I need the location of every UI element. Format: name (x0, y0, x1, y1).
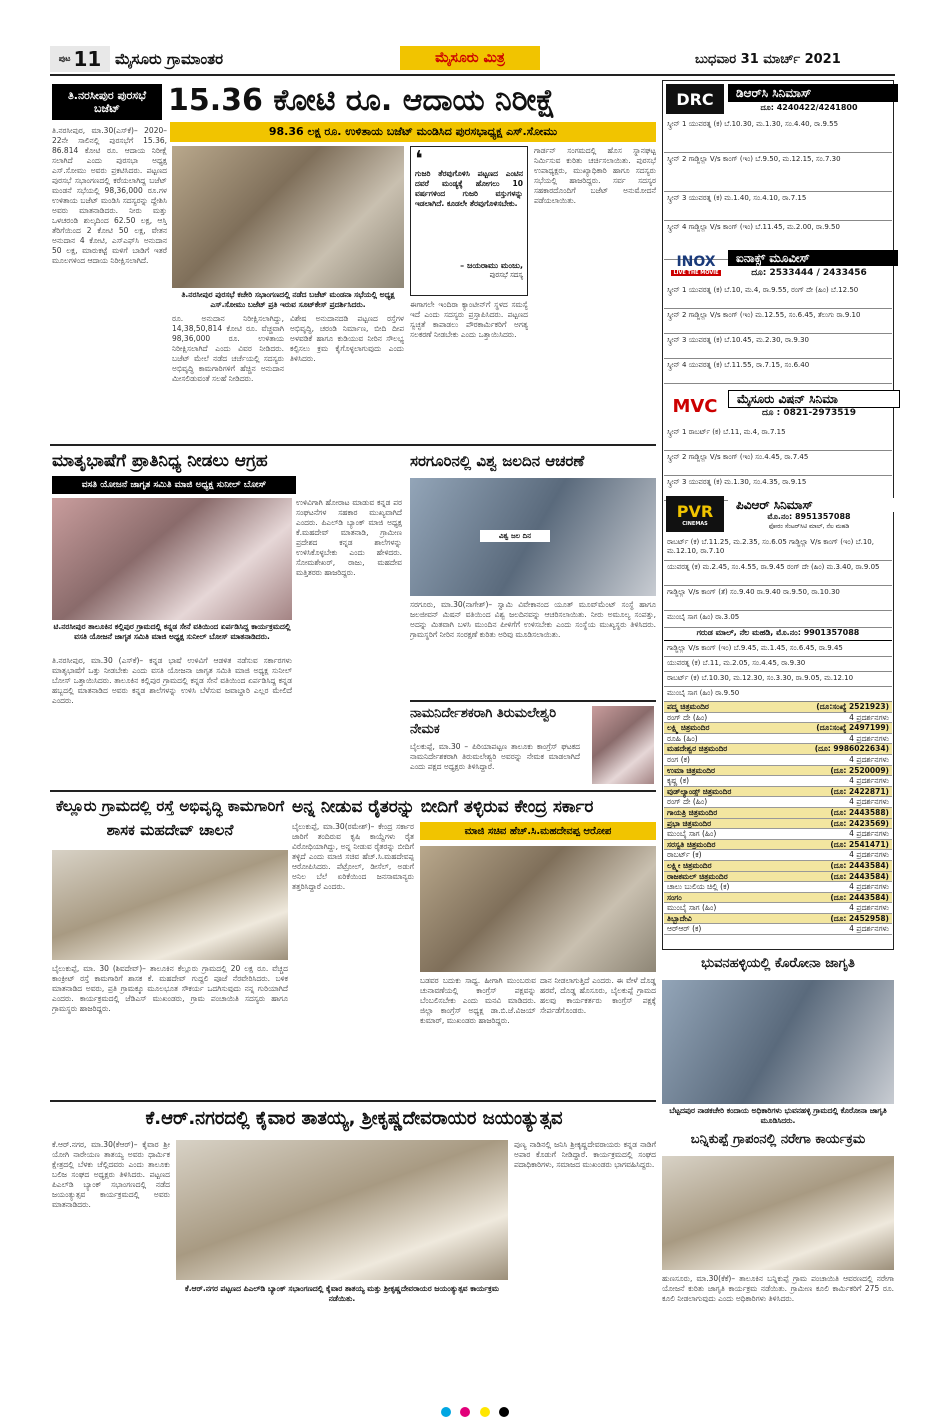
pvr-screen-row: ರಾಬರ್ಟ್ (ಕ) ಬೆ.11.25, ಮ.2.35, ಸಂ.6.05 ಗಾಡ್ಜಿಲ್ಲಾ V/s ಕಾಂಗ್ (ಇಂ) ಬೆ.10, ಮ.12.10, ರಾ.7.10 (664, 536, 892, 561)
theatre-name: ವುಡ್‌ಲ್ಯಾಂಡ್ಸ್ ಚಿತ್ರಮಂದಿರ (667, 786, 732, 796)
theatre-info: 4 ಪ್ರದರ್ಶನಗಳು (849, 924, 889, 934)
drc-screen-row: ಸ್ಕ್ರೀನ್ 3 ಯುವರತ್ನ (ಕ) ಮ.1.40, ಸಂ.4.10, ರಾ.7.15 (664, 192, 892, 221)
pvr-phone: ಮೊ.ನಂ: 8951357088 (767, 512, 851, 521)
page-number: 11 (73, 47, 102, 71)
lead-quote-text: ಗುಜರಿ ತೆರವುಗೊಳಿಸಿ ಪಟ್ಟಣದ ಎಂಟಿನ ದವರೆ ಮಂಡ್ಯಕ್ಕೆ ಹೋಗಲು 10 ವರ್ಷಗಳಿಂದ ಗುಜರಿ ವಸ್ತುಗಳನ್ನು ಇಡಲಾಗಿದೆ. ಕೂಡಲೇ ತೆರವುಗೊಳಿಸಬೇಕು. (415, 169, 523, 208)
lead-body-col1: ತಿ.ನರಸೀಪುರ, ಮಾ.30(ಎಸ್‌ಕೆ)– 2020–22ನೇ ಸಾಲಿನಲ್ಲಿ ಪುರಸಭೆಗೆ 15.36, 86.814 ಕೋಟಿ ರೂ. ಆದಾಯ ನಿರೀಕ್ಷೆ ಸಲಾಗಿದೆ ಎಂದು ಪುರಸಭಾ ಅಧ್ಯಕ್ಷ ಎಸ್.ಸೋಮು ಅವರು ಪ್ರಕಟಿಸಿದರು. ಪಟ್ಟಣದ ಪುರಸಭೆ ಸಭಾಂಗಣದಲ್ಲಿ ಕರೆಯಲಾಗಿದ್ದ ಬಜೆಟ್ ಮಂಡನೆ ಸಭೆಯಲ್ಲಿ 98,36,000 ರೂ.ಗಳ ಉಳಿತಾಯ ಬಜೆಟ್ ಮಂಡಿಸಿ ಸದಸ್ಯರನ್ನು ದ್ದೇಶಿಸಿ ಅವರು ಮಾತನಾಡಿದರು. ನೀರು ಮತ್ತು ಒಳಚರಂಡಿ ಶುಲ್ಕದಿಂದ 62.50 ಲಕ್ಷ, ಆಸ್ತಿ ತೆರಿಗೆಯಿಂದ 2 ಕೋಟಿ 50 ಲಕ್ಷ, ವೇತನ ಅನುದಾನ 4 ಕೋಟಿ, ಎಸ್‌ಎಫ್‌ಸಿ ಅನುದಾನ 50 ಲಕ್ಷ, ಮಾರುಕಟ್ಟೆ ಮಳಿಗೆ ಬಾಡಿಗೆ ಇತರೆ ಮೂಲಗಳಿಂದ ಆದಾಯ ನಿರೀಕ್ಷಿಸಲಾಗಿದೆ. (52, 126, 167, 265)
story4-body: ಬೈಲಕುಪ್ಪೆ, ಮಾ.30 – ಪಿರಿಯಾಪಟ್ಟಣ ತಾಲೂಕು ಕಾಂಗ್ರೆಸ್ ಘಟಕದ ನಾಮನಿರ್ದೇಶಕರಾಗಿ ತಿರುಮಲೇಶ್ವರಿ ಅವರನ್ನು ನೇಮಕ ಮಾಡಲಾಗಿದೆ ಎಂದು ಪಕ್ಷದ ಅಧ್ಯಕ್ಷರು ತಿಳಿಸಿದ್ದಾರೆ. (410, 742, 580, 771)
theatre-row (664, 850, 892, 861)
story2-body: ತಿ.ನರಸೀಪುರ, ಮಾ.30 (ಎಸ್‌ಕೆ)– ಕನ್ನಡ ಭಾಷೆ ಉಳಿವಿಗೆ ಆಡಳಿತ ನಡೆಸುವ ಸರ್ಕಾರಗಳು ಮಾತೃಭಾಷೆಗೆ ಒತ್ತು ನೀಡಬೇಕು ಎಂದು ವಸತಿ ಯೋಜನಾ ಜಾಗೃತ ಸಮಿತಿ ಮಾಜಿ ಅಧ್ಯಕ್ಷ ಸುನೀಲ್ ಬೋಸ್ ಒತ್ತಾಯಿಸಿದರು. ತಾಲೂಕಿನ ಕಲ್ಲಿಪುರ ಗ್ರಾಮದಲ್ಲಿ ಕನ್ನಡ ಸೇನೆ ವತಿಯಿಂದ ಏರ್ಪಡಿಸಿದ್ದ ಕನ್ನಡ ಹಬ್ಬದಲ್ಲಿ ಮಾತನಾಡಿದ ಅವರು ಕನ್ನಡ ಶಾಲೆಗಳನ್ನು ಉಳಿಸಿ ಬೆಳೆಸುವ ಜವಾಬ್ದಾರಿ ಎಲ್ಲರ ಮೇಲಿದೆ ಎಂದರು. (52, 656, 292, 705)
story5-body: ಬೈಲುಕುಪ್ಪೆ, ಮಾ. 30 (ಶಿವದೇವ್)– ತಾಲೂಕಿನ ಕೆಲ್ಲೂರು ಗ್ರಾಮದಲ್ಲಿ 20 ಲಕ್ಷ ರೂ. ವೆಚ್ಚದ ಕಾಂಕ್ರೀಟ್ ರಸ್ತೆ ಕಾಮಗಾರಿಗೆ ಶಾಸಕ ಕೆ. ಮಹದೇವ್ ಗುದ್ದಲಿ ಪೂಜೆ ನೆರವೇರಿಸಿದರು. ಬಳಿಕ ಮಾತನಾಡಿದ ಅವರು, ಪ್ರತಿ ಗ್ರಾಮಕ್ಕೂ ಮೂಲಭೂತ ಸೌಕರ್ಯ ಒದಗಿಸುವುದು ನನ್ನ ಗುರಿಯಾಗಿದೆ ಎಂದರು. ಕಾರ್ಯಕ್ರಮದಲ್ಲಿ ಜೆಡಿಎಸ್ ಮುಖಂಡರು, ಗ್ರಾಮ ಪಂಚಾಯಿತಿ ಸದಸ್ಯರು ಹಾಗೂ ಗ್ರಾಮಸ್ಥರು ಹಾಜರಿದ್ದರು. (52, 964, 288, 1013)
yellow-dot-icon (480, 1407, 490, 1417)
story5-headline: ಕೆಲ್ಲೂರು ಗ್ರಾಮದಲ್ಲಿ ರಸ್ತೆ ಅಭಿವೃದ್ಧಿ ಕಾಮಗಾರಿಗೆ ಶಾಸಕ ಮಹದೇವ್ ಚಾಲನೆ (55, 797, 285, 839)
theatre-name: ರಂಗ (ಕ) (667, 754, 690, 764)
theatre-info: (ದೂ: 9986022634) (814, 744, 889, 754)
theatre-row (664, 893, 892, 904)
theatre-info: (ದೂ: 2443588) (830, 807, 889, 817)
story7-body2: ಪುಣ್ಯ ನಾಡಿನಲ್ಲಿ ಜನಿಸಿ ಶ್ರೀಕೃಷ್ಣದೇವರಾಯರು ಕನ್ನಡ ನಾಡಿಗೆ ಅಪಾರ ಕೊಡುಗೆ ನೀಡಿದ್ದಾರೆ. ಕಾರ್ಯಕ್ರಮದಲ್ಲಿ ಸಂಘದ ಪದಾಧಿಕಾರಿಗಳು, ಸಮಾಜದ ಮುಖಂಡರು ಭಾಗವಹಿಸಿದ್ದರು. (514, 1140, 656, 1169)
lead-photo (172, 146, 404, 288)
theatre-info: (ದೂ: 2443584) (830, 871, 889, 881)
drc-phone: ದೂ: 4240422/4241800 (760, 103, 858, 112)
theatre-info: (ದೂ: 2541471) (830, 839, 889, 849)
inox-title: ಐನಾಕ್ಸ್ ಮೂವೀಸ್ (728, 250, 898, 266)
inox-logo (666, 250, 726, 280)
theatre-info: (ದೂ: 2452958) (830, 913, 889, 923)
story4-box (410, 700, 656, 790)
black-dot-icon (499, 1407, 509, 1417)
drc-logo: DRC (666, 84, 724, 114)
story3-headline: ಸರಗೂರಿನಲ್ಲಿ ವಿಶ್ವ ಜಲದಿನ ಆಚರಣೆ (410, 452, 585, 470)
garuda-listing (664, 642, 892, 702)
pvr-title: ಪಿವಿಆರ್ ಸಿನಿಮಾಸ್ (728, 498, 898, 512)
story7-headline: ಕೆ.ಆರ್.ನಗರದಲ್ಲಿ ಕೈವಾರ ತಾತಯ್ಯ, ಶ್ರೀಕೃಷ್ಣದೇವರಾಯರ ಜಯಂತ್ಯುತ್ಸವ (145, 1108, 563, 1129)
issue-date: ಬುಧವಾರ 31 ಮಾರ್ಚ್ 2021 (695, 52, 841, 67)
pvr-logo-sub: CINEMAS (682, 520, 708, 527)
theatre-row (664, 872, 892, 883)
garuda-row: ಗಾಡ್ಜಿಲ್ಲಾ V/s ಕಾಂಗ್ (ಇಂ) ಬೆ.9.45, ಮ.1.45, ಸಂ.6.45, ರಾ.9.45 (664, 642, 892, 657)
lead-tag (52, 84, 162, 120)
inox-listing (664, 284, 892, 384)
garuda-row: ಮುಂಬೈ ಸಾಗ (ಹಿಂ) ರಾ.9.50 (664, 687, 892, 702)
quote-mark-icon: ❛ (415, 147, 423, 172)
mvc-screen-row: ಸ್ಕ್ರೀನ್ 2 ಗಾಡ್ಜಿಲ್ಲಾ V/s ಕಾಂಗ್ (ಇಂ) ಸಂ.4.45, ರಾ.7.45 (664, 451, 892, 476)
theatre-name: ಮುಂಬೈ ಸಾಗ (ಹಿಂ) (667, 829, 717, 839)
lead-quote-author: – ಜಯರಾಮು ಮಂಜು, (460, 261, 523, 270)
lead-body-col5: ಗಾರ್ಡನ್ ಸಂಗಮದಲ್ಲಿ ಹೊಸ ಸ್ನಾನಘಟ್ಟ ನಿರ್ಮಿಸುವ ಕುರಿತು ಚರ್ಚಿಸಲಾಯಿತು. ಪುರಸಭೆ ಉಪಾಧ್ಯಕ್ಷರು, ಮುಖ್ಯಾಧಿಕಾರಿ ಹಾಗೂ ಸದಸ್ಯರು ಸಭೆಯಲ್ಲಿ ಹಾಜರಿದ್ದರು. ಸರ್ವ ಸದಸ್ಯರ ಸಹಕಾರದೊಂದಿಗೆ ಬಜೆಟ್ ಅನುಮೋದನೆ ಪಡೆಯಲಾಯಿತು. (534, 146, 656, 205)
mvc-phone: ದೂ : 0821-2973519 (761, 408, 857, 418)
story2-headline: ಮಾತೃಭಾಷೆಗೆ ಪ್ರಾತಿನಿಧ್ಯ ನೀಡಲು ಆಗ್ರಹ (52, 451, 268, 471)
divider (50, 1100, 656, 1102)
story2-photo-caption: ಟಿ.ನರಸೀಪುರ ತಾಲೂಕಿನ ಕಲ್ಲಿಪುರ ಗ್ರಾಮದಲ್ಲಿ ಕನ್ನಡ ಸೇನೆ ವತಿಯಿಂದ ಏರ್ಪಡಿಸಿದ್ದ ಕಾರ್ಯಕ್ರಮದಲ್ಲಿ ವಸತಿ ಯೋಜನೆ ಜಾಗೃತ ಸಮಿತಿ ಮಾಜಿ ಅಧ್ಯಕ್ಷ ಸುನೀಲ್ ಬೋಸ್ ಮಾತನಾಡಿದರು. (53, 622, 291, 641)
story9-headline: ಬನ್ನಿಕುಪ್ಪೆ ಗ್ರಾಪಂನಲ್ಲಿ ನರೇಗಾ ಕಾರ್ಯಕ್ರಮ (690, 1132, 866, 1147)
theatre-info: 4 ಪ್ರದರ್ಶನಗಳು (849, 850, 889, 860)
theatre-name: ತಿಬ್ಬಾದೇವಿ (667, 913, 692, 923)
drc-screen-row: ಸ್ಕ್ರೀನ್ 2 ಗಾಡ್ಜಿಲ್ಲಾ V/s ಕಾಂಗ್ (ಇಂ) ಬೆ.9.50, ಮ.12.15, ಸಂ.7.30 (664, 153, 892, 192)
story3-photo-banner: ವಿಶ್ವ ಜಲ ದಿನ (480, 530, 550, 542)
theatre-row (664, 702, 892, 713)
story4-portrait (592, 706, 654, 784)
divider (50, 790, 656, 792)
story7-body: ಕೆ.ಆರ್.ನಗರ, ಮಾ.30(ಕೆಆರ್)– ಕೈವಾರ ಶ್ರೀ ಯೋಗಿ ನಾರೇಯಣ ತಾತಯ್ಯ ಅವರು ಧಾರ್ಮಿಕ ಕ್ಷೇತ್ರದಲ್ಲಿ ಬೆಳಕು ಚೆಲ್ಲಿದವರು ಎಂದು ತಾಲೂಕು ಬಲಿಜ ಸಂಘದ ಅಧ್ಯಕ್ಷರು ತಿಳಿಸಿದರು. ಪಟ್ಟಣದ ಪಿಎಲ್‌ಡಿ ಬ್ಯಾಂಕ್ ಸಭಾಂಗಣದಲ್ಲಿ ನಡೆದ ಜಯಂತ್ಯುತ್ಸವ ಕಾರ್ಯಕ್ರಮದಲ್ಲಿ ಅವರು ಮಾತನಾಡಿದರು. (52, 1140, 170, 1209)
theatre-info: (ದೂ: 2422871) (830, 786, 889, 796)
story2-strap: ವಸತಿ ಯೋಜನೆ ಜಾಗೃತ ಸಮಿತಿ ಮಾಜಿ ಅಧ್ಯಕ್ಷ ಸುನೀಲ್ ಬೋಸ್ (52, 476, 296, 494)
header-rule (50, 74, 895, 76)
inox-logo-text: INOX (676, 254, 716, 270)
inox-screen-row: ಸ್ಕ್ರೀನ್ 3 ಯುವರತ್ನ (ಕ) ಬೆ.10.45, ಮ.2.30, ರಾ.9.30 (664, 334, 892, 359)
section-title: ಮೈಸೂರು ಗ್ರಾಮಾಂತರ (115, 50, 224, 68)
theatre-info: (ದೂ:ಸಂಖ್ಯೆ 2521923) (816, 702, 889, 711)
garuda-title: ಗರುಡ ಮಾಲ್, ನೆಲ ಮಹಡಿ, ಮೊ.ನಂ: 9901357088 (664, 628, 892, 641)
page-number-box (50, 46, 110, 72)
magenta-dot-icon (460, 1407, 470, 1417)
inox-tagline: LIVE THE MOVIE (673, 270, 719, 276)
theatre-row (664, 914, 892, 925)
mvc-listing (664, 426, 892, 501)
theatre-info: 4 ಪ್ರದರ್ಶನಗಳು (849, 712, 889, 722)
cyan-dot-icon (441, 1407, 451, 1417)
story6-body2: ಬಡವರ ಬದುಕು ಸಾಧ್ಯ. ಹೀಗಾಗಿ ಮುಂಬರುವ ಚುನಾವಣೆಯಲ್ಲಿ ಕಾಂಗ್ರೆಸ್ ಪಕ್ಷವನ್ನು ಬೆಂಬಲಿಸಬೇಕು ಎಂದು ಮನವಿ ಮಾಡಿದರು. ಜಿಲ್ಲಾ ಕಾಂಗ್ರೆಸ್ ಅಧ್ಯಕ್ಷ ಡಾ.ಬಿ.ಜೆ.ವಿಜಯ್ ಕುಮಾರ್, ಮುಖಂಡರು ಹಾಜರಿದ್ದರು. (420, 976, 536, 1025)
theatre-row (664, 776, 892, 787)
theatre-name: ಚಾಲು ಬುಲಿಯ ಚಿಲ್ಲಿ (ಕ) (667, 882, 730, 892)
theatre-name: ಲಕ್ಷ್ಮಿ ಚಿತ್ರಮಂದಿರ (667, 723, 710, 733)
masthead: ಮೈಸೂರು ಮಿತ್ರ (400, 46, 540, 70)
story7-photo (176, 1140, 508, 1280)
theatre-row (664, 755, 892, 766)
story5-photo (52, 850, 288, 960)
theatre-info: (ದೂ: 2443584) (830, 892, 889, 902)
story8-photo-caption: ಬೆಟ್ಟದಪುರ ನಾಡಕಚೇರಿ ಕಂದಾಯ ಅಧಿಕಾರಿಗಳು ಭುವನಹಳ್ಳಿ ಗ್ರಾಮದಲ್ಲಿ ಕೊರೋನಾ ಜಾಗೃತಿ ಮೂಡಿಸಿದರು. (669, 1106, 887, 1125)
theatre-name: ಪ್ರಭಾ ಚಿತ್ರಮಂದಿರ (667, 818, 712, 828)
theatre-name: ಮುಂಬೈ ಸಾಗ (ಹಿಂ) (667, 903, 717, 913)
print-registration-marks (400, 1402, 550, 1416)
theatre-name: ಪದ್ಮ ಚಿತ್ರಮಂದಿರ (667, 702, 709, 711)
theatre-row (664, 924, 892, 935)
story2-photo (52, 498, 292, 620)
lead-tag-text: ತಿ.ನರಸೀಪುರ ಪುರಸಭೆ ಬಜೆಟ್ (67, 89, 147, 115)
lead-headline: 15.36 ಕೋಟಿ ರೂ. ಆದಾಯ ನಿರೀಕ್ಷೆ (168, 83, 556, 118)
story3-body: ಸರಗೂರು, ಮಾ.30(ನಾಗೇಶ್)– ಸ್ವಾಮಿ ವಿವೇಕಾನಂದ ಯೂತ್ ಮೂವ್‌ಮೆಂಟ್ ಸಂಸ್ಥೆ ಹಾಗೂ ಜಲಜೀವನ್ ಮಿಷನ್ ವತಿಯಿಂದ ವಿಶ್ವ ಜಲದಿನವನ್ನು ಆಚರಿಸಲಾಯಿತು. ನೀರು ಅಮೂಲ್ಯ ಸಂಪತ್ತು, ಅದನ್ನು ಮಿತವಾಗಿ ಬಳಸಿ ಮುಂದಿನ ಪೀಳಿಗೆಗೆ ಉಳಿಸಬೇಕು ಎಂದು ಸಂಸ್ಥೆಯ ಮುಖ್ಯಸ್ಥರು ತಿಳಿಸಿದರು. ಗ್ರಾಮಸ್ಥರಿಗೆ ನೀರಿನ ಸಂರಕ್ಷಣೆ ಕುರಿತು ಅರಿವು ಮೂಡಿಸಲಾಯಿತು. (410, 600, 656, 639)
drc-title: ಡಿಆರ್‌ಸಿ ಸಿನಿಮಾಸ್ (728, 84, 898, 102)
page-label: ಪುಟ (58, 54, 71, 63)
story9-body: ಹುಣಸೂರು, ಮಾ.30(ಕೆಕೆ)– ತಾಲೂಕಿನ ಬನ್ನಿಕುಪ್ಪೆ ಗ್ರಾಮ ಪಂಚಾಯಿತಿ ಆವರಣದಲ್ಲಿ ನರೇಗಾ ಯೋಜನೆ ಕುರಿತು ಜಾಗೃತಿ ಕಾರ್ಯಕ್ರಮ ನಡೆಯಿತು. ಗ್ರಾಮೀಣ ಕೂಲಿ ಕಾರ್ಮಿಕರಿಗೆ 275 ರೂ. ಕೂಲಿ ನೀಡಲಾಗುವುದು ಎಂದು ಅಧಿಕಾರಿಗಳು ತಿಳಿಸಿದರು. (662, 1274, 894, 1303)
drc-listing (664, 118, 892, 260)
theatre-row (664, 797, 892, 808)
theatre-name: ರಾಬರ್ಟ್ (ಕ) (667, 850, 702, 860)
theatre-row (664, 840, 892, 851)
theatre-name: ಮಹದೇಶ್ವರ ಚಿತ್ರಮಂದಿರ (667, 744, 728, 754)
theatre-info: 4 ಪ್ರದರ್ಶನಗಳು (849, 776, 889, 786)
theatre-info: 4 ಪ್ರದರ್ಶನಗಳು (849, 754, 889, 764)
theatre-row (664, 829, 892, 840)
theatre-row (664, 734, 892, 745)
inox-screen-row: ಸ್ಕ್ರೀನ್ 4 ಯುವರತ್ನ (ಕ) ಬೆ.11.55, ರಾ.7.15, ಸಂ.6.40 (664, 359, 892, 384)
garuda-row: ಯುವರತ್ನ (ಕ) ಬೆ.11, ಮ.2.05, ಸಂ.4.45, ರಾ.9.30 (664, 657, 892, 672)
theatre-name: ರಾಜಕಮಲ್ ಚಿತ್ರಮಂದಿರ (667, 871, 728, 881)
theatre-info: 4 ಪ್ರದರ್ಶನಗಳು (849, 733, 889, 743)
theatre-name: ಗಾಯತ್ರಿ ಚಿತ್ರಮಂದಿರ (667, 807, 718, 817)
pvr-address: ಫೋರಂ ಸೆಂಟರ್‌ಸಿಟಿ ಮಾಲ್, ನೆಲ ಮಹಡಿ (768, 523, 850, 530)
theatre-name: ಸಂಗಂ (667, 892, 682, 902)
story6-photo (420, 846, 656, 972)
lead-subhead: 98.36 ಲಕ್ಷ ರೂ. ಉಳಿತಾಯ ಬಜೆಟ್ ಮಂಡಿಸಿದ ಪುರಸಭಾಧ್ಯಕ್ಷ ಎಸ್.ಸೋಮು (170, 122, 656, 142)
theatre-info: 4 ಪ್ರದರ್ಶನಗಳು (849, 903, 889, 913)
theatre-info: 4 ಪ್ರದರ್ಶನಗಳು (849, 797, 889, 807)
theatre-info: 4 ಪ್ರದರ್ಶನಗಳು (849, 882, 889, 892)
theatre-name: ರಂಗ್ ದೇ (ಹಿಂ) (667, 797, 708, 807)
theatre-row (664, 819, 892, 830)
story8-headline: ಭುವನಹಳ್ಳಿಯಲ್ಲಿ ಕೊರೋನಾ ಜಾಗೃತಿ (701, 956, 855, 971)
theatre-row (664, 723, 892, 734)
theatre-name: ಉಮಾ ಚಿತ್ರಮಂದಿರ (667, 765, 715, 775)
theatre-name: ಕೃಷ್ಣ (ಕ) (667, 776, 690, 786)
theatre-name: ರೂಹಿ (ಹಿಂ) (667, 733, 698, 743)
pvr-screen-row: ಯುವರತ್ನ (ಕ) ಮ.2.45, ಸಂ.4.55, ರಾ.9.45 ರಂಗ್ ದೇ (ಹಿಂ) ಮ.3.40, ರಾ.9.05 (664, 561, 892, 586)
inox-screen-row: ಸ್ಕ್ರೀನ್ 1 ಯುವರತ್ನ (ಕ) ಬೆ.10, ಮ.4, ರಾ.9.55, ರಂಗ್ ದೇ (ಹಿಂ) ಬೆ.12.50 (664, 284, 892, 309)
theatre-name: ಆರ್‌ಆರ್ (ಕ) (667, 924, 702, 934)
theatre-row (664, 744, 892, 755)
story7-photo-caption: ಕೆ.ಆರ್.ನಗರ ಪಟ್ಟಣದ ಪಿಎಲ್‌ಡಿ ಬ್ಯಾಂಕ್ ಸಭಾಂಗಣದಲ್ಲಿ ಕೈವಾರ ತಾತಯ್ಯ ಮತ್ತು ಶ್ರೀಕೃಷ್ಣದೇವರಾಯರ ಜಯಂತ್ಯುತ್ಸವ ಕಾರ್ಯಕ್ರಮ ನಡೆಯಿತು. (185, 1284, 499, 1303)
story6-body3: ದಾನ ನೀಡಲಾಗುತ್ತಿದೆ ಎಂದರು. ಈ ವೇಳೆ ದೊಡ್ಡ ಹರವೆ, ದೊಡ್ಡ ಹೊಸೂರು, ಬೈಲಕುಪ್ಪೆ ಗ್ರಾಮದ ಹಲವು ಕಾರ್ಯಕರ್ತರು ಕಾಂಗ್ರೆಸ್ ಪಕ್ಷಕ್ಕೆ ಸೇರ್ಪಡೆಗೊಂಡರು. (540, 976, 656, 1015)
pvr-listing (664, 536, 892, 628)
theatre-name: ರಂಗ್ ದೇ (ಹಿಂ) (667, 712, 708, 722)
story6-headline: ಅನ್ನ ನೀಡುವ ರೈತರನ್ನು ಬೀದಿಗೆ ತಳ್ಳಿರುವ ಕೇಂದ್ರ ಸರ್ಕಾರ (292, 797, 594, 817)
pvr-screen-row: ಮುಂಬೈ ಸಾಗ (ಹಿಂ) ರಾ.3.05 (664, 611, 892, 628)
drc-screen-row: ಸ್ಕ್ರೀನ್ 4 ಗಾಡ್ಜಿಲ್ಲಾ V/s ಕಾಂಗ್ (ಇಂ) ಬೆ.11.45, ಮ.2.00, ರಾ.9.50 (664, 221, 892, 260)
mvc-screen-row: ಸ್ಕ್ರೀನ್ 3 ಯುವರತ್ನ (ಕ) ಮ.1.30, ಸಂ.4.35, ರಾ.9.15 (664, 476, 892, 501)
garuda-row: ರಾಬರ್ಟ್ (ಕ) ಬೆ.10.30, ಮ.12.30, ಸಂ.3.30, ರಾ.9.05, ಮ.12.10 (664, 672, 892, 687)
lead-quote-box (410, 146, 528, 296)
theatre-info: (ದೂ: 2423569) (830, 818, 889, 828)
theatre-row (664, 882, 892, 893)
story8-photo (662, 980, 894, 1104)
pvr-logo-text: PVR (676, 501, 714, 521)
lead-body-col2: ರೂ. ಅನುದಾನ ನಿರೀಕ್ಷಿಸಲಾಗಿದ್ದು, 14,38,50,814 ಕೋಟಿ ರೂ. ವೆಚ್ಚವಾಗಿ 98,36,000 ರೂ. ಉಳಿತಾಯ ನಿರೀಕ್ಷಿಸಲಾಗಿದೆ ಎಂದು ವಿವರ ನೀಡಿದರು. ಬಜೆಟ್ ಮೇಲೆ ನಡೆದ ಚರ್ಚೆಯಲ್ಲಿ ಸದಸ್ಯರು ಅಭಿವೃದ್ಧಿ ಕಾಮಗಾರಿಗಳಿಗೆ ಹೆಚ್ಚಿನ ಅನುದಾನ ಮೀಸಲಿಡುವಂತೆ ಸಲಹೆ ನೀಡಿದರು. (172, 314, 284, 383)
theatre-name: ಲಕ್ಷ್ಮೀ ಚಿತ್ರಮಂದಿರ (667, 860, 712, 870)
theatre-row (664, 808, 892, 819)
inox-phone: ದೂ: 2533444 / 2433456 (751, 268, 867, 278)
lead-body-col3: ವಿಶೇಷ ಅನುದಾನದಡಿ ಪಟ್ಟಣದ ರಸ್ತೆಗಳ ಅಭಿವೃದ್ಧಿ, ಚರಂಡಿ ನಿರ್ಮಾಣ, ಬೀದಿ ದೀಪ ಅಳವಡಿಕೆ ಹಾಗೂ ಕುಡಿಯುವ ನೀರಿನ ಸೌಲಭ್ಯ ಕಲ್ಪಿಸಲು ಕ್ರಮ ಕೈಗೊಳ್ಳಲಾಗುವುದು ಎಂದು ತಿಳಿಸಿದರು. (290, 314, 404, 363)
lead-photo-caption: ತಿ.ನರಸೀಪುರ ಪುರಸಭೆ ಕಚೇರಿ ಸಭಾಂಗಣದಲ್ಲಿ ನಡೆದ ಬಜೆಟ್ ಮಂಡನಾ ಸಭೆಯಲ್ಲಿ ಅಧ್ಯಕ್ಷ ಎಸ್.ಸೋಮು ಬಜೆಟ್ ಪ್ರತಿ ಇರುವ ಸೂಟ್‌ಕೇಸ್ ಪ್ರದರ್ಶಿಸಿದರು. (181, 290, 395, 309)
drc-screen-row: ಸ್ಕ್ರೀನ್ 1 ಯುವರತ್ನ (ಕ) ಬೆ.10.30, ಮ.1.30, ಸಂ.4.40, ರಾ.9.55 (664, 118, 892, 153)
story6-strap: ಮಾಜಿ ಸಚಿವ ಹೆಚ್.ಸಿ.ಮಹದೇವಪ್ಪ ಆರೋಪ (420, 822, 656, 840)
story9-photo (662, 1156, 894, 1270)
lead-body-col4: ಈಗಾಗಲೇ ಇಂದಿರಾ ಕ್ಯಾಂಟೀನ್‌ಗೆ ಸ್ಥಳದ ಸಮಸ್ಯೆ ಇದೆ ಎಂದು ಸದಸ್ಯರು ಪ್ರಸ್ತಾಪಿಸಿದರು. ಪಟ್ಟಣದ ಸ್ವಚ್ಛತೆ ಕಾಪಾಡಲು ಪೌರಕಾರ್ಮಿಕರಿಗೆ ಅಗತ್ಯ ಸಲಕರಣೆ ನೀಡಬೇಕು ಎಂದು ಒತ್ತಾಯಿಸಿದರು. (410, 300, 528, 339)
theatre-row (664, 713, 892, 724)
theatre-list (664, 702, 892, 935)
theatre-info: (ದೂ:ಸಂಖ್ಯೆ 2497199) (816, 723, 889, 733)
story6-body: ಬೈಲುಕುಪ್ಪೆ, ಮಾ.30(ರಮೇಶ್)– ಕೇಂದ್ರ ಸರ್ಕಾರ ಜಾರಿಗೆ ತಂದಿರುವ ಕೃಷಿ ಕಾಯ್ದೆಗಳು ರೈತ ವಿರೋಧಿಯಾಗಿದ್ದು, ಅನ್ನ ನೀಡುವ ರೈತರನ್ನು ಬೀದಿಗೆ ತಳ್ಳಿದೆ ಎಂದು ಮಾಜಿ ಸಚಿವ ಹೆಚ್.ಸಿ.ಮಹದೇವಪ್ಪ ಆರೋಪಿಸಿದರು. ಪೆಟ್ರೋಲ್, ಡೀಸೆಲ್, ಅಡುಗೆ ಅನಿಲ ಬೆಲೆ ಏರಿಕೆಯಿಂದ ಜನಸಾಮಾನ್ಯರು ತತ್ತರಿಸಿದ್ದಾರೆ ಎಂದರು. (292, 822, 414, 891)
theatre-row (664, 903, 892, 914)
theatre-row (664, 787, 892, 798)
lead-quote-role: ಪುರಸಭೆ ಸದಸ್ಯ (489, 271, 523, 279)
theatre-row (664, 861, 892, 872)
theatre-row (664, 766, 892, 777)
inox-screen-row: ಸ್ಕ್ರೀನ್ 2 ಗಾಡ್ಜಿಲ್ಲಾ V/s ಕಾಂಗ್ (ಇಂ) ಮ.12.55, ಸಂ.6.45, ತೆಲುಗು ರಾ.9.10 (664, 309, 892, 334)
theatre-info: 4 ಪ್ರದರ್ಶನಗಳು (849, 829, 889, 839)
story2-body2: ಉಳಿವಿಗಾಗಿ ಹೋರಾಟ ಮಾಡುವ ಕನ್ನಡ ಪರ ಸಂಘಟನೆಗಳ ಸಹಕಾರ ಮುಖ್ಯವಾಗಿದೆ ಎಂದರು. ಪಿಎಲ್‌ಡಿ ಬ್ಯಾಂಕ್ ಮಾಜಿ ಅಧ್ಯಕ್ಷ ಕೆ.ಮಹದೇವ್ ಮಾತನಾಡಿ, ಗ್ರಾಮೀಣ ಪ್ರದೇಶದ ಕನ್ನಡ ಶಾಲೆಗಳನ್ನು ಉಳಿಸಿಕೊಳ್ಳಬೇಕು ಎಂದು ಹೇಳಿದರು. ಸೋಮಶೇಖರ್, ರಾಜು, ಮಹದೇವ ಮತ್ತಿತರರು ಹಾಜರಿದ್ದರು. (296, 498, 402, 577)
theatre-name: ಸರಸ್ವತಿ ಚಿತ್ರಮಂದಿರ (667, 839, 716, 849)
pvr-logo (666, 496, 724, 532)
story4-headline: ನಾಮನಿರ್ದೇಶಕರಾಗಿ ತಿರುಮಲೇಶ್ವರಿ ನೇಮಕ (410, 706, 557, 737)
mvc-title: ಮೈಸೂರು ವಿಷನ್ ಸಿನಿಮಾ (728, 390, 900, 408)
mvc-screen-row: ಸ್ಕ್ರೀನ್ 1 ರಾಬರ್ಟ್ (ಕ) ಬೆ.11, ಮ.4, ರಾ.7.15 (664, 426, 892, 451)
pvr-screen-row: ಗಾಡ್ಜಿಲ್ಲಾ V/s ಕಾಂಗ್ (ತೆ) ಸಂ.9.40 ರಾ.9.40 ರಾ.9.50, ರಾ.10.30 (664, 586, 892, 611)
theatre-info: (ದೂ: 2520009) (830, 765, 889, 775)
mvc-logo: MVC (672, 395, 718, 417)
divider (50, 444, 656, 446)
theatre-info: (ದೂ: 2443584) (830, 860, 889, 870)
